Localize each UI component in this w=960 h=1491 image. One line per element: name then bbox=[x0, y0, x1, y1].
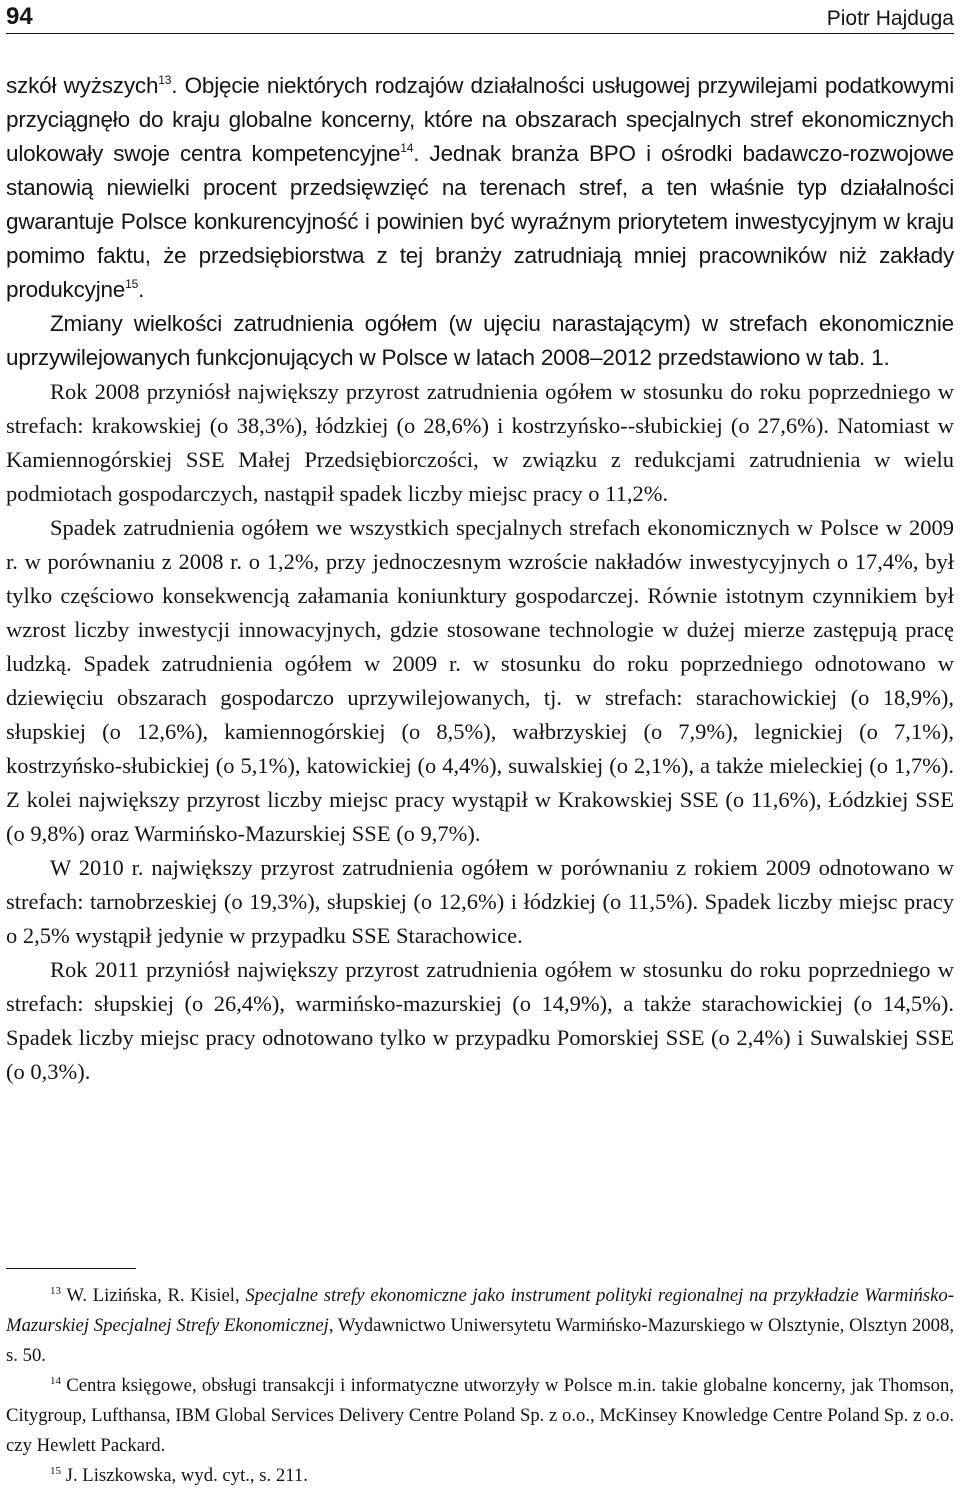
footnote-14-text: Centra księgowe, obsługi transakcji i informatyczne utworzyły w Polsce m.in. takie globalne koncerny, jak Thomson, Citygroup, Lufthansa, IBM Global Services Delivery Centre Poland Sp. z o.o., McKinsey Knowledge Centre Poland Sp. z o.o. czy Hewlett Packard. bbox=[6, 1375, 954, 1456]
footnote-14-number: 14 bbox=[50, 1375, 61, 1387]
running-head-author: Piotr Hajduga bbox=[826, 7, 954, 30]
footnote-13-publisher: , Wydawnictwo Uniwersytetu Warmińsko-Mazurskiego w Olsztynie, Olsztyn 2008, s. 50. bbox=[6, 1315, 954, 1366]
paragraph-6: Rok 2011 przyniósł największy przyrost zatrudnienia ogółem w stosunku do roku poprzedniego w strefach: słupskiej (o 26,4%), warmińsko-mazurskiej (o 14,9%), a także starachowickiej (o 14,5%). Spadek liczby miejsc pracy odnotowano tylko w przypadku Pomorskiej SSE (o 2,4%) i Suwalskiej SSE (o 0,3%). bbox=[6, 957, 954, 1084]
header-rule bbox=[6, 33, 954, 34]
paragraph-1-part-1: szkół wyższych bbox=[6, 73, 159, 98]
footnotes bbox=[6, 1281, 954, 1491]
footnote-ref-15[interactable]: 15 bbox=[125, 277, 139, 291]
paragraph-5: W 2010 r. największy przyrost zatrudnienia ogółem w porównaniu z rokiem 2009 odnotowano w strefach: tarnobrzeskiej (o 19,3%), słupskiej (o 12,6%) i łódzkiej (o 11,5%). Spadek liczby miejsc pracy o 2,5% wystąpił jedynie w przypadku SSE Starachowice. bbox=[6, 855, 954, 948]
page-number: 94 bbox=[6, 3, 33, 30]
footnote-13-authors: W. Lizińska, R. Kisiel, bbox=[61, 1285, 246, 1306]
footnote-15-text: J. Liszkowska, wyd. cyt., s. 211. bbox=[61, 1465, 308, 1486]
page-header bbox=[6, 2, 954, 38]
paragraph-1-part-3: . Jednak branża BPO i ośrodki badawczo-rozwojowe stanowią niewielki procent przedsięwzięć na terenach stref, a ten właśnie typ działalności gwarantuje Polsce konkurencyjność i powinien być wyraźnym priorytetem inwestycyjnym w kraju pomimo faktu, że przedsiębiorstwa z tej branży zatrudniają mniej pracowników niż zakłady produkcyjne bbox=[6, 141, 954, 302]
footnote-15-number: 15 bbox=[50, 1465, 61, 1477]
paragraph-4: Spadek zatrudnienia ogółem we wszystkich specjalnych strefach ekonomicznych w Polsce w 2009 r. w porównaniu z 2008 r. o 1,2%, przy jednoczesnym wzroście nakładów inwestycyjnych o 17,4%, był tylko częściowo konsekwencją załamania koniunktury gospodarczej. Równie istotnym czynnikiem był wzrost liczby inwestycji innowacyjnych, gdzie stosowane technologie w dużej mierze zastępują pracę ludzką. Spadek zatrudnienia ogółem w 2009 r. w stosunku do roku poprzedniego odnotowano w dziewięciu obszarach gospodarczo uprzywilejowanych, tj. w strefach: starachowickiej (o 18,9%), słupskiej (o 12,6%), kamiennogórskiej (o 8,5%), wałbrzyskiej (o 7,9%), legnickiej (o 7,1%), kostrzyńsko-słubickiej (o 5,1%), katowickiej (o 4,4%), suwalskiej (o 2,1%), a także mieleckiej (o 1,7%). Z kolei największy przyrost liczby miejsc pracy wystąpił w Krakowskiej SSE (o 11,6%), Łódzkiej SSE (o 9,8%) oraz Warmińsko-Mazurskiej SSE (o 9,7%). bbox=[6, 515, 954, 846]
paragraph-3: Rok 2008 przyniósł największy przyrost zatrudnienia ogółem w stosunku do roku poprzedniego w strefach: krakowskiej (o 38,3%), łódzkiej (o 28,6%) i kostrzyńsko--słubickiej (o 27,6%). Natomiast w Kamiennogórskiej SSE Małej Przedsiębiorczości, w związku z redukcjami zatrudnienia w wielu podmiotach gospodarczych, nastąpił spadek liczby miejsc pracy o 11,2%. bbox=[6, 379, 954, 506]
footnote-14 bbox=[6, 1371, 954, 1461]
paragraph-1 bbox=[6, 69, 954, 307]
paragraph-1-part-4: . bbox=[138, 277, 145, 302]
footnote-13 bbox=[6, 1281, 954, 1371]
paragraph-1-part-2: . Objęcie niektórych rodzajów działalności usługowej przywilejami podatkowymi przyciągnęło do kraju globalne koncerny, które na obszarach specjalnych stref ekonomicznych ulokowały swoje centra kompetencyjne bbox=[6, 73, 954, 166]
paragraph-2: Zmiany wielkości zatrudnienia ogółem (w ujęciu narastającym) w strefach ekonomicznie uprzywilejowanych funkcjonujących w Polsce w latach 2008–2012 przedstawiono w tab. 1. bbox=[6, 311, 954, 370]
footnote-ref-13[interactable]: 13 bbox=[158, 73, 172, 87]
footnote-13-number: 13 bbox=[50, 1285, 61, 1297]
footnote-15 bbox=[6, 1461, 954, 1491]
footnote-13-title: Specjalne strefy ekonomiczne jako instrument polityki regionalnej na przykładzie Warmińsko-Mazurskiej Specjalnej Strefy Ekonomicznej bbox=[6, 1285, 954, 1336]
body-text bbox=[6, 69, 954, 1089]
footnote-ref-14[interactable]: 14 bbox=[400, 141, 414, 155]
footnote-rule bbox=[6, 1268, 136, 1269]
